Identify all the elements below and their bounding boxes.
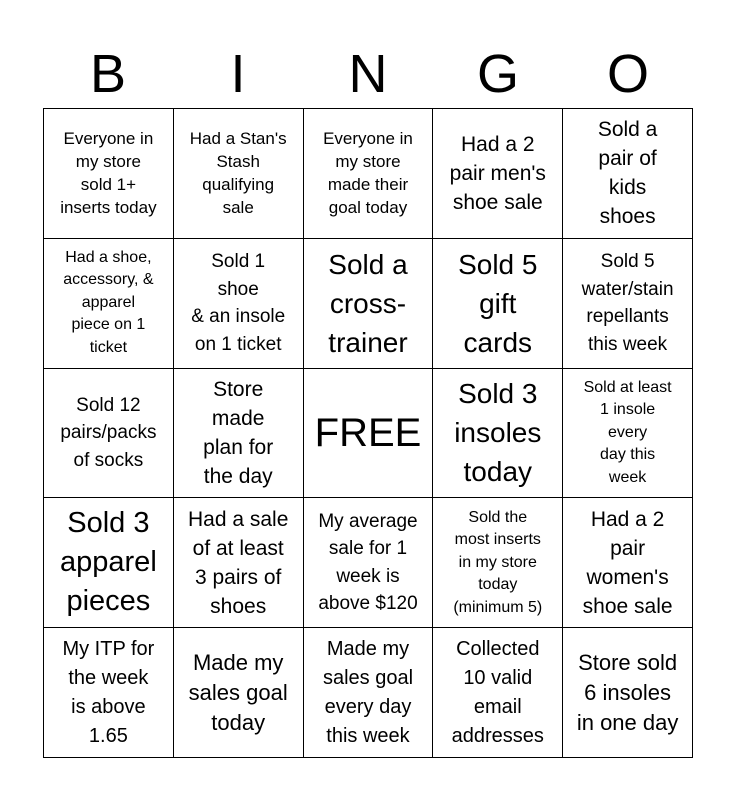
cell-text: Had a Stan's Stash qualifying sale — [189, 129, 287, 218]
cell-text: Sold 5 water/stain repellants this week — [581, 251, 674, 355]
bingo-cell-r2c4[interactable] — [433, 239, 563, 369]
bingo-cell-r5c2[interactable] — [174, 628, 304, 758]
bingo-cell-r1c5[interactable] — [563, 109, 693, 239]
bingo-cell-r1c2[interactable] — [174, 109, 304, 239]
cell-text: Sold a cross- trainer — [328, 248, 408, 358]
bingo-cell-r4c2[interactable] — [174, 498, 304, 628]
bingo-cell-r2c1[interactable] — [44, 239, 174, 369]
cell-text: Sold 12 pairs/packs of socks — [60, 394, 157, 471]
cell-text: Sold 3 apparel pieces — [60, 507, 157, 618]
cell-text: Had a sale of at least 3 pairs of shoes — [187, 507, 289, 618]
cell-text: Store sold 6 insoles in one day — [576, 649, 679, 735]
bingo-cell-r3c4[interactable] — [433, 369, 563, 499]
cell-text: Sold the most inserts in my store today (minimum 5) — [453, 508, 543, 616]
bingo-cell-r4c5[interactable] — [563, 498, 693, 628]
header-letter-i: I — [230, 44, 246, 104]
bingo-cell-r3c1[interactable] — [44, 369, 174, 499]
cell-text: Sold 3 insoles today — [454, 378, 542, 488]
bingo-cell-r4c3[interactable] — [304, 498, 434, 628]
cell-text: Sold at least 1 insole every day this week — [583, 378, 672, 486]
bingo-header — [43, 40, 693, 108]
header-letter-n: N — [348, 44, 388, 104]
cell-text: Had a 2 pair men's shoe sale — [449, 132, 546, 214]
cell-text: Store made plan for the day — [203, 377, 274, 488]
bingo-cell-r3c5[interactable] — [563, 369, 693, 499]
bingo-cell-r3c2[interactable] — [174, 369, 304, 499]
cell-text: Had a shoe, accessory, & apparel piece on 1 ticket — [63, 248, 154, 356]
cell-text: Sold 1 shoe & an insole on 1 ticket — [191, 251, 286, 355]
cell-text: Sold 5 gift cards — [458, 248, 538, 358]
bingo-cell-r2c5[interactable] — [563, 239, 693, 369]
cell-text: Collected 10 valid email addresses — [451, 637, 544, 747]
bingo-cell-r4c4[interactable] — [433, 498, 563, 628]
bingo-card-grid — [43, 108, 693, 758]
header-letter-o: O — [606, 44, 649, 104]
header-letter-g: G — [476, 44, 519, 104]
header-letter-b: B — [89, 44, 127, 104]
cell-text: My ITP for the week is above 1.65 — [62, 637, 155, 747]
bingo-cell-r5c4[interactable] — [433, 628, 563, 758]
cell-text: Sold a pair of kids shoes — [597, 118, 658, 229]
cell-text: My average sale for 1 week is above $120 — [318, 510, 418, 615]
bingo-cell-r2c3[interactable] — [304, 239, 434, 369]
bingo-cell-r5c5[interactable] — [563, 628, 693, 758]
cell-text: Made my sales goal today — [188, 649, 288, 735]
cell-text: Everyone in my store made their goal today — [323, 129, 413, 218]
bingo-cell-r1c3[interactable] — [304, 109, 434, 239]
cell-text: Everyone in my store sold 1+ inserts today — [60, 129, 157, 218]
cell-text: Had a 2 pair women's shoe sale — [582, 507, 673, 618]
bingo-cell-free[interactable] — [304, 369, 434, 499]
cell-text: Made my sales goal every day this week — [322, 637, 414, 747]
bingo-cell-r1c4[interactable] — [433, 109, 563, 239]
bingo-cell-r5c1[interactable] — [44, 628, 174, 758]
bingo-cell-r2c2[interactable] — [174, 239, 304, 369]
cell-text: FREE — [314, 410, 422, 455]
bingo-cell-r1c1[interactable] — [44, 109, 174, 239]
bingo-cell-r4c1[interactable] — [44, 498, 174, 628]
bingo-cell-r5c3[interactable] — [304, 628, 434, 758]
